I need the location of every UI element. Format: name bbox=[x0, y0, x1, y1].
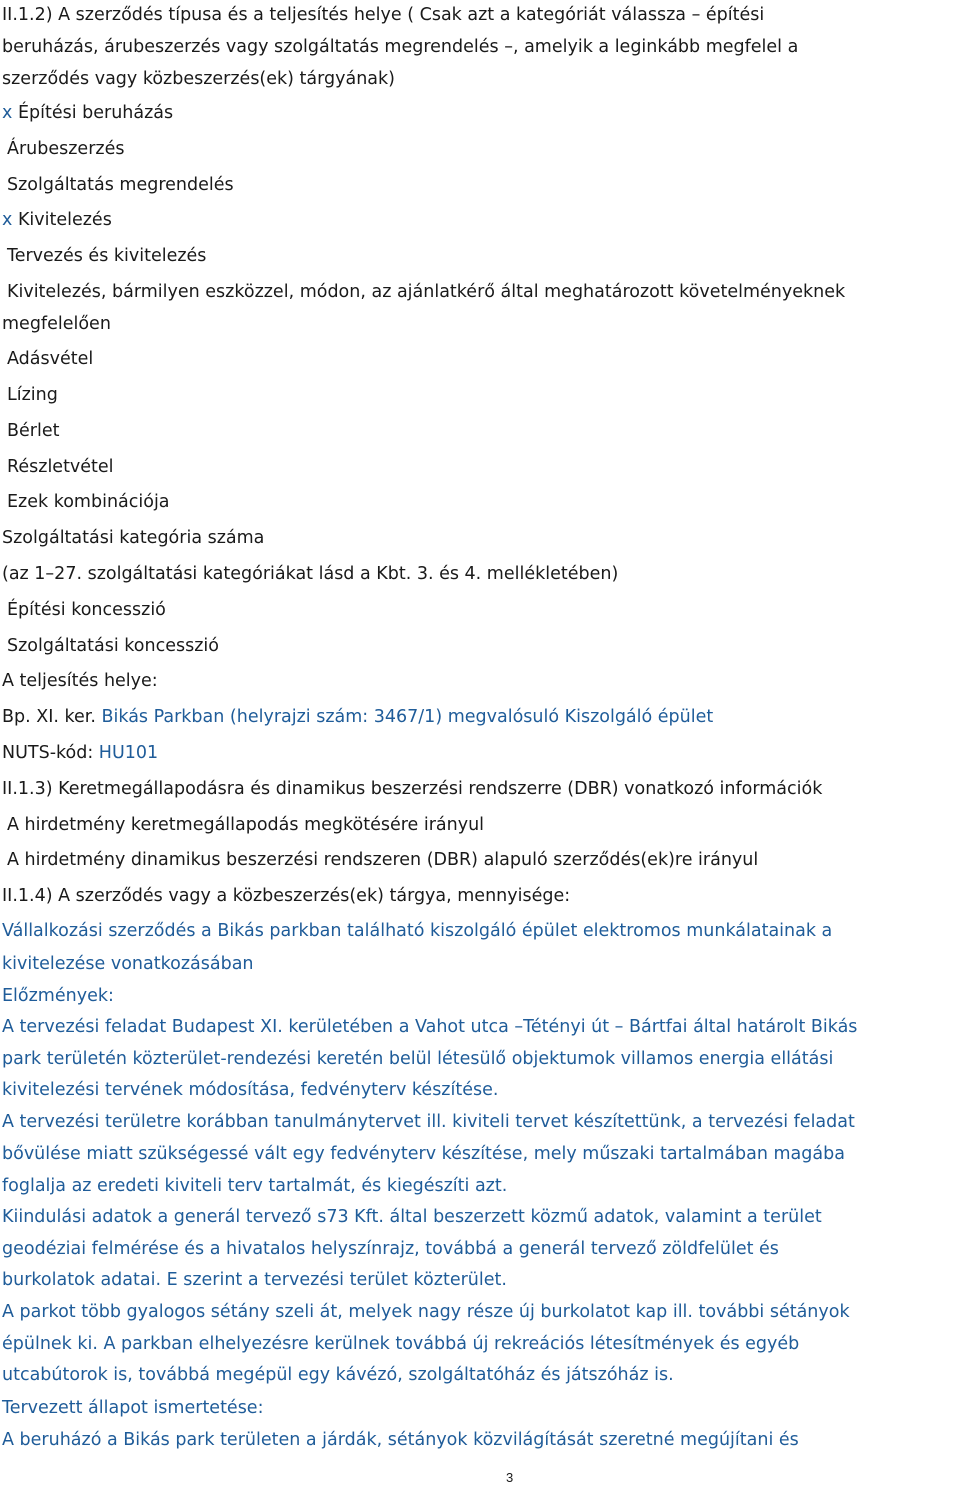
description-line: épülnek ki. A parkban elhelyezésre kerülnek továbbá új rekreációs létesítmények és egyéb bbox=[2, 1334, 800, 1354]
option-lizing: Lízing bbox=[7, 385, 58, 405]
section-header-line: beruházás, árubeszerzés vagy szolgáltatás megrendelés –, amelyik a leginkább megfelel a bbox=[2, 37, 799, 57]
page-number: 3 bbox=[506, 1470, 514, 1485]
section-header-ii-1-3: II.1.3) Keretmegállapodásra és dinamikus beszerzési rendszerre (DBR) vonatkozó információk bbox=[2, 779, 823, 799]
description-subheading: Tervezett állapot ismertetése: bbox=[2, 1398, 264, 1418]
description-line: geodéziai felmérése és a hivatalos helyszínrajz, továbbá a generál tervező zöldfelület és bbox=[2, 1239, 779, 1259]
description-line: Vállalkozási szerződés a Bikás parkban található kiszolgáló épület elektromos munkálatainak a bbox=[2, 921, 833, 941]
option-kivitelezes bbox=[2, 209, 112, 231]
option-epitesi-koncesszio: Építési koncesszió bbox=[7, 600, 166, 620]
place-text: Bikás Parkban (helyrajzi szám: 3467/1) megvalósuló Kiszolgáló épület bbox=[101, 707, 714, 727]
description-line: A tervezési feladat Budapest XI. kerületében a Vahot utca –Tétényi út – Bártfai által határolt Bikás bbox=[2, 1017, 858, 1037]
option-arubeszerzes: Árubeszerzés bbox=[7, 139, 125, 159]
option-keretmegallapodas: A hirdetmény keretmegállapodás megkötésére irányul bbox=[7, 815, 485, 835]
section-header-ii-1-4: II.1.4) A szerződés vagy a közbeszerzés(ek) tárgya, mennyisége: bbox=[2, 886, 571, 906]
description-line: bővülése miatt szükségessé vált egy fedvényterv készítése, mely műszaki tartalmában magába bbox=[2, 1144, 845, 1164]
description-line: kivitelezési tervének módosítása, fedvényterv készítése. bbox=[2, 1080, 499, 1100]
section-header-line: II.1.2) A szerződés típusa és a teljesítés helye ( Csak azt a kategóriát válassza – építési bbox=[2, 5, 765, 25]
service-category-label: Szolgáltatási kategória száma bbox=[2, 528, 265, 548]
place-label: A teljesítés helye: bbox=[2, 671, 158, 691]
description-line: utcabútorok is, továbbá megépül egy kávézó, szolgáltatóház és játszóház is. bbox=[2, 1365, 674, 1385]
service-category-note: (az 1–27. szolgáltatási kategóriákat lásd a Kbt. 3. és 4. mellékletében) bbox=[2, 564, 619, 584]
description-line: Kiindulási adatok a generál tervező s73 Kft. által beszerzett közmű adatok, valamint a terület bbox=[2, 1207, 822, 1227]
checked-mark: x bbox=[2, 103, 13, 123]
description-subheading: Előzmények: bbox=[2, 986, 114, 1006]
description-line: A parkot több gyalogos sétány szeli át, melyek nagy része új burkolatot kap ill. további sétányok bbox=[2, 1302, 850, 1322]
description-line: kivitelezése vonatkozásában bbox=[2, 954, 254, 974]
nuts-code bbox=[2, 742, 158, 764]
option-berlet: Bérlet bbox=[7, 421, 60, 441]
place-prefix: Bp. XI. ker. bbox=[2, 707, 102, 727]
description-line: park területén közterület-rendezési keretén belül létesülő objektumok villamos energia ellátási bbox=[2, 1049, 834, 1069]
description-line: A beruházó a Bikás park területen a járdák, sétányok közvilágítását szeretné megújítani és bbox=[2, 1430, 799, 1450]
option-dbr: A hirdetmény dinamikus beszerzési rendszeren (DBR) alapuló szerződés(ek)re irányul bbox=[7, 850, 759, 870]
option-tervezes-kivitelezes: Tervezés és kivitelezés bbox=[7, 246, 207, 266]
description-line: burkolatok adatai. E szerint a tervezési terület közterület. bbox=[2, 1270, 507, 1290]
option-szolgaltatas: Szolgáltatás megrendelés bbox=[7, 175, 234, 195]
description-line: foglalja az eredeti kiviteli terv tartalmát, és kiegészíti azt. bbox=[2, 1176, 508, 1196]
option-szolgaltatasi-koncesszio: Szolgáltatási koncesszió bbox=[7, 636, 219, 656]
option-label: Kivitelezés bbox=[17, 210, 112, 230]
option-label: Építési beruházás bbox=[17, 103, 174, 123]
option-continuation: megfelelően bbox=[2, 314, 111, 334]
option-adasvetel: Adásvétel bbox=[7, 349, 94, 369]
option-epitesi-beruhazas bbox=[2, 102, 173, 124]
option-kombinacio: Ezek kombinációja bbox=[7, 492, 170, 512]
nuts-label: NUTS-kód: bbox=[2, 743, 99, 763]
place-value bbox=[2, 706, 713, 728]
description-line: A tervezési területre korábban tanulmánytervet ill. kiviteli tervet készítettünk, a tervezési feladat bbox=[2, 1112, 855, 1132]
section-header-line: szerződés vagy közbeszerzés(ek) tárgyának) bbox=[2, 69, 395, 89]
option-reszletvetel: Részletvétel bbox=[7, 457, 114, 477]
option-kivitelezes-barmilyen: Kivitelezés, bármilyen eszközzel, módon, az ajánlatkérő által meghatározott követelményeknek bbox=[7, 282, 846, 302]
nuts-value: HU101 bbox=[98, 743, 159, 763]
checked-mark: x bbox=[2, 210, 13, 230]
